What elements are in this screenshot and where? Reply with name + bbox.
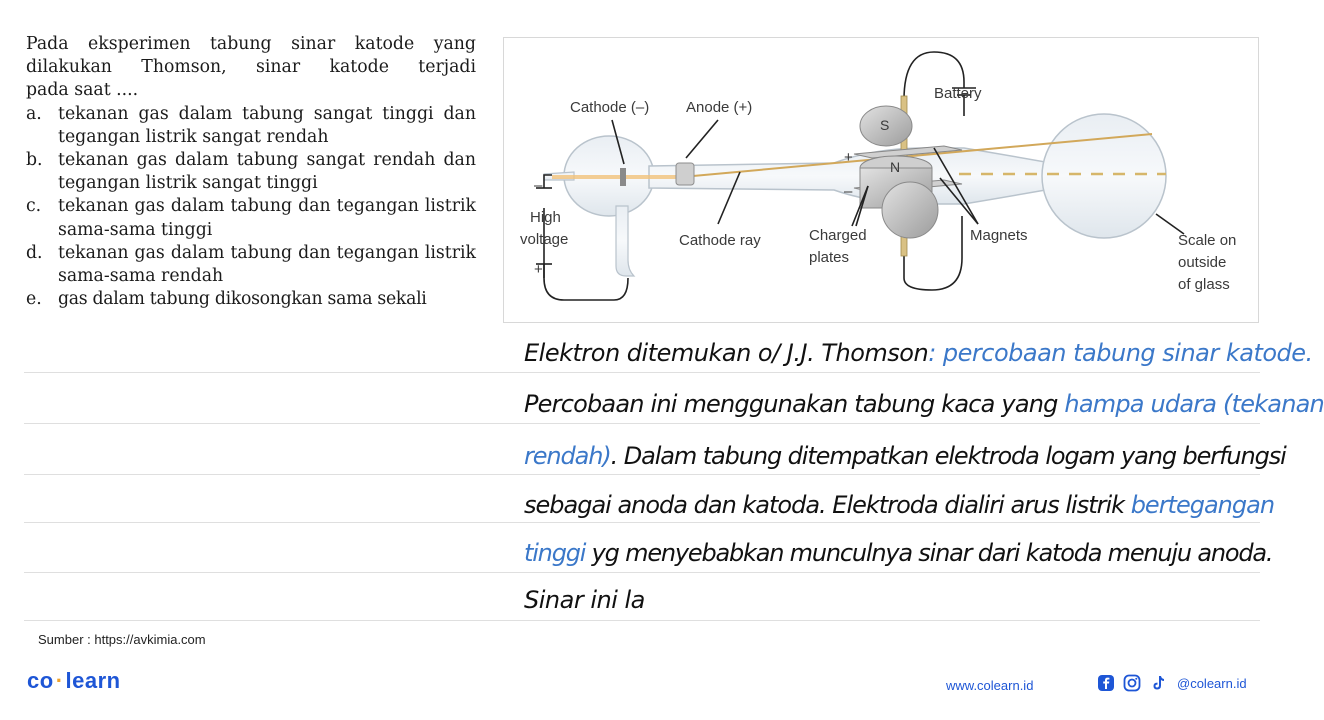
facebook-icon[interactable] (1097, 674, 1115, 692)
note-highlight: : percobaan tabung sinar katode. (928, 339, 1313, 367)
logo-text-left: co (27, 668, 54, 693)
option-e (26, 288, 476, 311)
tube-illustration (504, 38, 1260, 324)
ruled-line (24, 474, 1260, 475)
social-handle[interactable]: @colearn.id (1177, 675, 1247, 691)
note-text: Percobaan ini menggunakan tabung kaca yang (524, 390, 1058, 418)
label-plus: + (534, 261, 543, 278)
option-letter: b. (26, 150, 43, 171)
label-south-pole: S (880, 117, 890, 133)
website-link[interactable]: www.colearn.id (946, 678, 1034, 693)
logo-text-right: learn (65, 668, 121, 693)
note-highlight: bertegangan (1130, 491, 1275, 519)
handwritten-line-2 (524, 388, 1324, 420)
social-links (1097, 674, 1247, 692)
label-voltage: voltage (520, 231, 569, 248)
label-magnets: Magnets (970, 227, 1028, 244)
label-plate-minus: – (844, 183, 853, 200)
option-letter: a. (26, 103, 42, 124)
colearn-logo (27, 668, 121, 694)
option-text: gas dalam tabung dikosongkan sama sekali (58, 289, 427, 310)
question-stem-line-1: Pada eksperimen tabung sinar katode yang (26, 34, 476, 54)
handwritten-line-5 (524, 537, 1272, 569)
option-text: tekanan gas dalam tabung dan tegangan listrik sama-sama tinggi (58, 196, 476, 240)
label-high: High (530, 209, 561, 226)
note-text: . Dalam tabung ditempatkan elektroda logam yang berfungsi (610, 442, 1286, 470)
label-north-pole: N (890, 159, 901, 175)
label-cathode: Cathode (–) (570, 99, 650, 116)
label-cathode-ray: Cathode ray (679, 232, 761, 249)
option-a (26, 103, 476, 149)
label-scale-line-2: outside (1178, 254, 1227, 271)
ruled-line (24, 423, 1260, 424)
label-plates: plates (809, 249, 850, 266)
option-text: tekanan gas dalam tabung sangat tinggi dan tegangan listrik sangat rendah (58, 103, 476, 147)
ruled-line (24, 620, 1260, 621)
label-scale-line-1: Scale on (1178, 232, 1237, 249)
logo-dot: · (55, 668, 64, 693)
note-highlight: tinggi (524, 539, 586, 567)
label-charged: Charged (809, 227, 867, 244)
option-c (26, 195, 476, 241)
label-scale-line-3: of glass (1178, 276, 1230, 293)
note-text: Sinar ini la (524, 586, 645, 614)
question-block (26, 33, 476, 311)
handwritten-line-6 (524, 584, 645, 616)
ruled-line (24, 572, 1260, 573)
anode-electrode (676, 163, 694, 185)
cathode-ray-tube-diagram (503, 37, 1259, 323)
label-plate-plus: + (844, 149, 853, 166)
question-stem-line-3: pada saat .... (26, 80, 139, 101)
note-text: yg menyebabkan munculnya sinar dari katoda menuju anoda. (591, 539, 1273, 567)
handwritten-line-4 (524, 489, 1274, 521)
note-highlight: rendah) (524, 442, 611, 470)
note-text: Elektron ditemukan o/ J.J. Thomson (524, 339, 929, 367)
right-bulb (1042, 114, 1166, 238)
ruled-line (24, 522, 1260, 523)
note-text: sebagai anoda dan katoda. Elektroda dialiri arus listrik (524, 491, 1125, 519)
label-anode: Anode (+) (686, 99, 753, 116)
tiktok-icon[interactable] (1149, 674, 1167, 692)
handwritten-line-3 (524, 440, 1286, 472)
label-minus: – (534, 177, 543, 194)
question-stem-line-2: dilakukan Thomson, sinar katode terjadi (26, 57, 476, 78)
option-b (26, 149, 476, 195)
source-citation: Sumber : https://avkimia.com (38, 632, 206, 647)
handwritten-line-1 (524, 337, 1313, 369)
instagram-icon[interactable] (1123, 674, 1141, 692)
option-d (26, 242, 476, 288)
label-battery: Battery (934, 85, 982, 102)
option-text: tekanan gas dalam tabung dan tegangan listrik sama-sama rendah (58, 242, 476, 287)
cathode-electrode (620, 168, 626, 186)
note-highlight: hampa udara (tekanan (1064, 390, 1324, 418)
option-letter: e. (26, 289, 42, 310)
option-letter: c. (26, 196, 42, 217)
ruled-line (24, 372, 1260, 373)
option-letter: d. (26, 242, 43, 263)
option-text: tekanan gas dalam tabung sangat rendah dan tegangan listrik sangat tinggi (58, 150, 476, 194)
